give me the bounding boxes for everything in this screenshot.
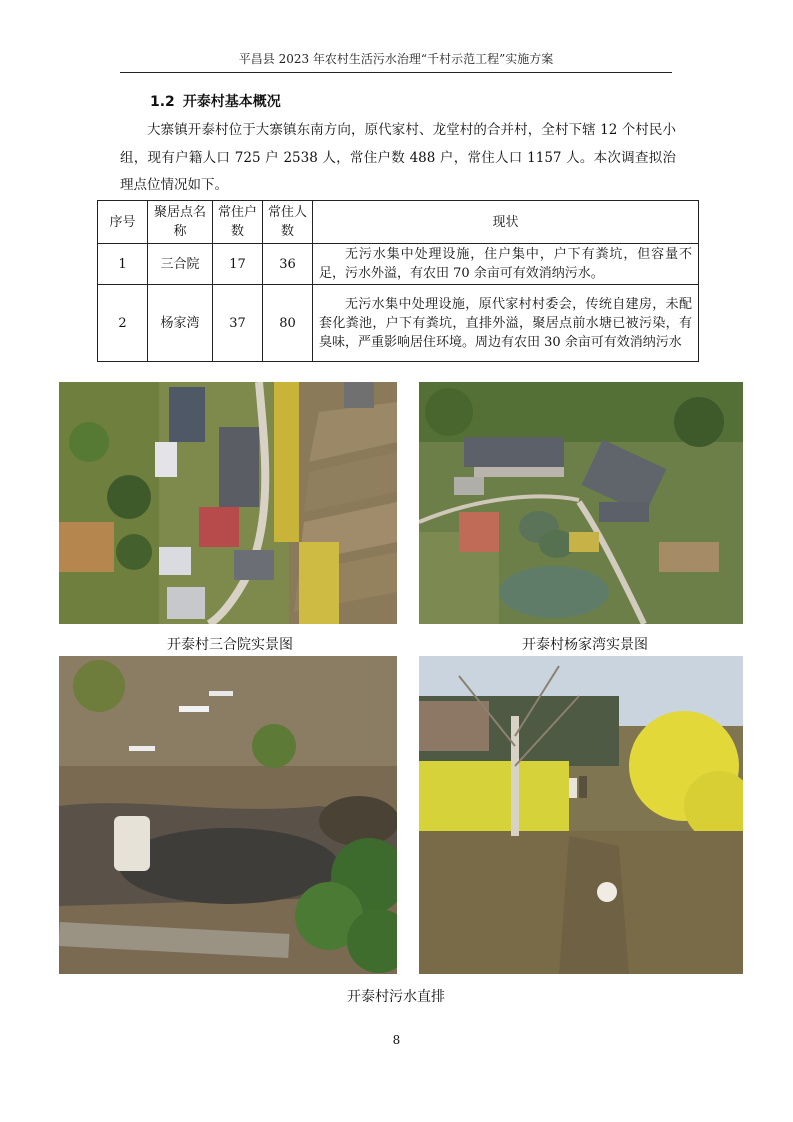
overview-paragraph: 大寨镇开泰村位于大寨镇东南方向，原代家村、龙堂村的合并村，全村下辖 12 个村民小组，现有户籍人口 725 户 2538 人，常住户数 488 户，常住人口 1157 人。本次调查拟治理点位情况如下。 xyxy=(120,122,676,193)
running-header: 平昌县 2023 年农村生活污水治理“千村示范工程”实施方案 xyxy=(238,52,554,66)
header-cell-no: 序号 xyxy=(98,201,148,244)
section-heading xyxy=(150,91,281,111)
header-cell-name: 聚居点名称 xyxy=(148,201,213,244)
cell-name: 杨家湾 xyxy=(148,285,213,362)
sanheyuan-aerial-photo xyxy=(59,382,397,624)
cell-no: 2 xyxy=(98,285,148,362)
cell-status: 无污水集中处理设施，住户集中，户下有粪坑，但容量不足，污水外溢，有农田 70 余亩可有效消纳污水。 xyxy=(313,244,699,285)
cell-name: 三合院 xyxy=(148,244,213,285)
cell-status: 无污水集中处理设施，原代家村村委会，传统自建房，未配套化粪池，户下有粪坑，直排外溢，聚居点前水塘已被污染，有臭味，严重影响居住环境。周边有农田 30 余亩可有效消纳污水 xyxy=(313,285,699,362)
caption-sewage: 开泰村污水直排 xyxy=(347,989,445,1005)
cell-households: 17 xyxy=(213,244,263,285)
page-number: 8 xyxy=(392,1033,401,1047)
header-rule xyxy=(120,72,672,73)
caption-yangjiawan: 开泰村杨家湾实景图 xyxy=(522,637,648,653)
header-cell-status: 现状 xyxy=(313,201,699,244)
cell-people: 80 xyxy=(263,285,313,362)
cell-people: 36 xyxy=(263,244,313,285)
section-number: 1.2 xyxy=(150,94,175,110)
section-title: 开泰村基本概况 xyxy=(182,94,281,110)
sewage-ground-photo xyxy=(59,656,397,974)
cell-no: 1 xyxy=(98,244,148,285)
table-row xyxy=(98,244,699,285)
yangjiawan-aerial-photo xyxy=(419,382,743,624)
table-header-row xyxy=(98,201,699,244)
rapeseed-field-drain-photo xyxy=(419,656,743,974)
survey-table xyxy=(97,200,699,362)
table-row xyxy=(98,285,699,362)
header-cell-households: 常住户数 xyxy=(213,201,263,244)
header-cell-people: 常住人数 xyxy=(263,201,313,244)
caption-sanheyuan: 开泰村三合院实景图 xyxy=(167,637,293,653)
cell-households: 37 xyxy=(213,285,263,362)
